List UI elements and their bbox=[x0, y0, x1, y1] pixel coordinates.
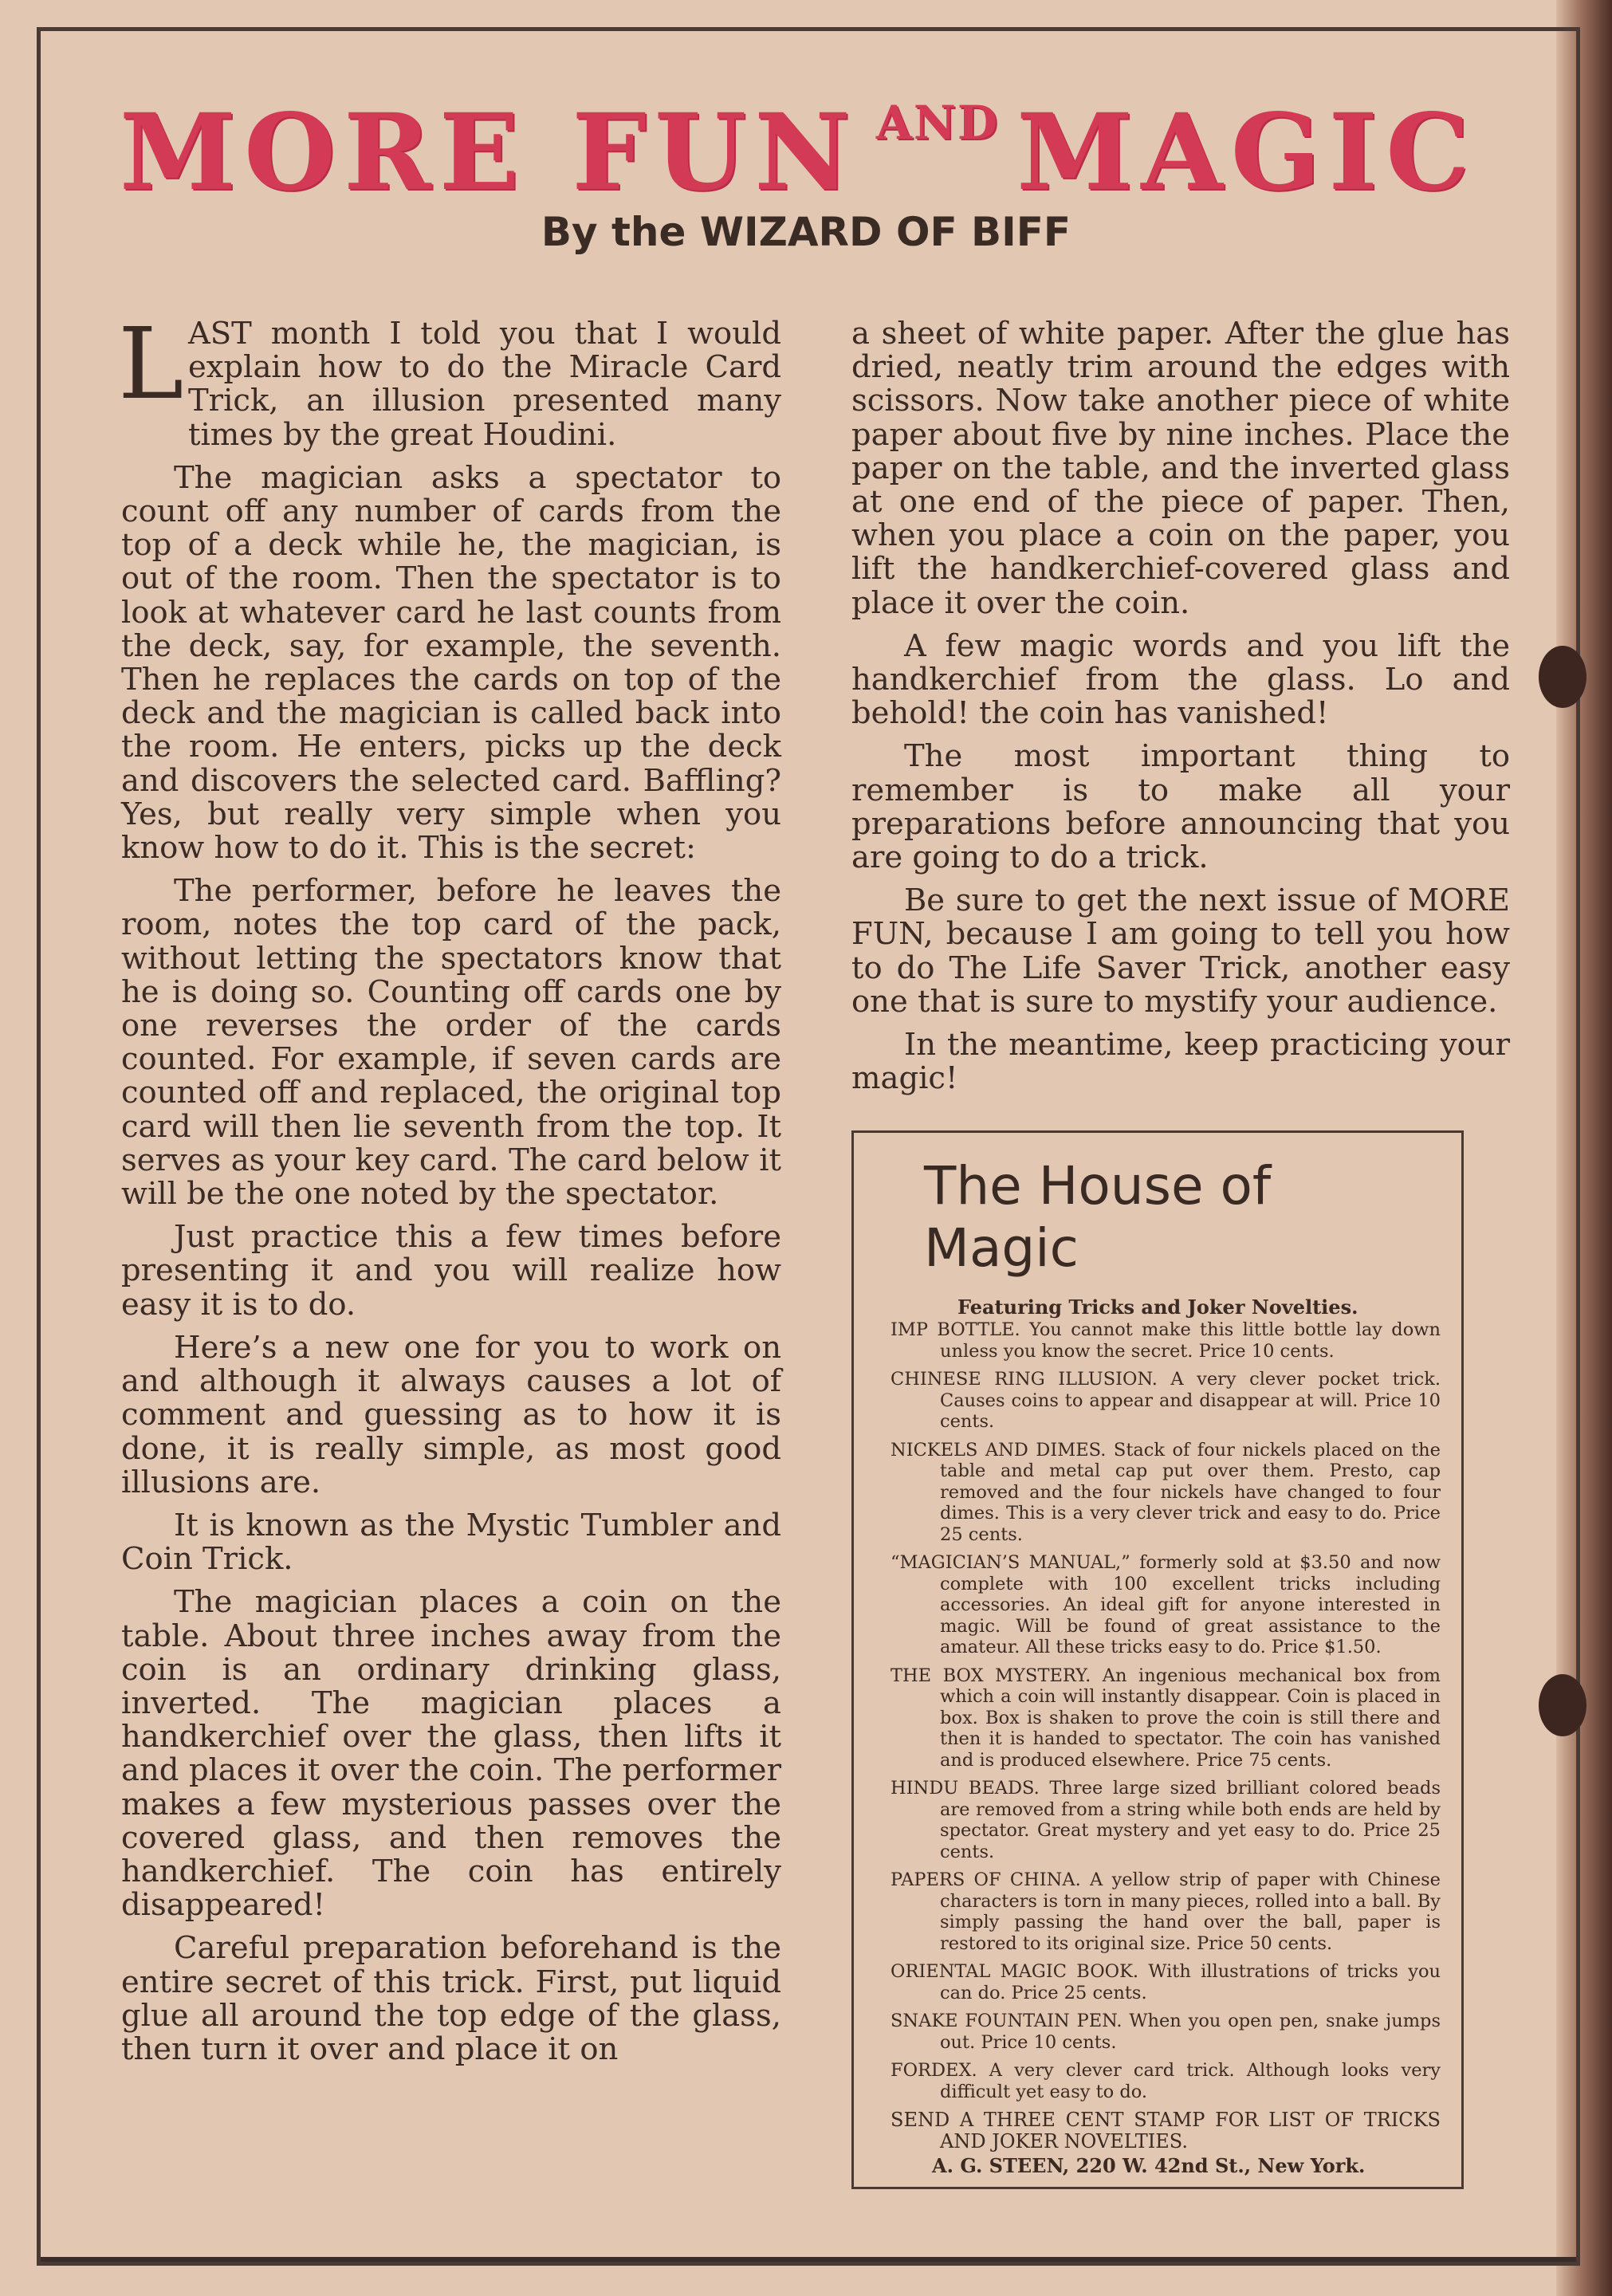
ad-item: THE BOX MYSTERY. An ingenious mechanical box from which a coin will instantly disappear. Coin is placed in box. Box is shaken to prove the coin is still there and then it is handed to spectator. The coin has vanished and is produced elsewhere. Price 75 cents. bbox=[891, 1665, 1441, 1771]
paragraph-next-issue: Be sure to get the next issue of MORE FUN, because I am going to tell you how to do The Life Saver Trick, another easy one that is sure to mystify your audience. bbox=[851, 883, 1510, 1020]
left-column bbox=[118, 307, 781, 2067]
intro-paragraph bbox=[118, 307, 781, 453]
paragraph-coin-trick: The magician places a coin on the table. About three inches away from the coin is an ordinary drinking glass, inverted. The magician places a handkerchief over the glass, then lifts it and places it over the coin. The performer makes a few mysterious passes over the covered glass, and then removes the handkerchief. The coin has entirely disappeared! bbox=[121, 1584, 781, 1924]
paragraph-practicing: In the meantime, keep practicing your magic! bbox=[851, 1027, 1510, 1097]
intro-text: AST month I told you that I would explain how to do the Miracle Card Trick, an illusion presented many times by the great Houdini. bbox=[188, 316, 781, 453]
paragraph-preparation: Careful preparation beforehand is the entire secret of this trick. First, put liquid glue all around the top edge of the glass, then turn it over and place it on bbox=[121, 1930, 781, 2067]
paragraph-performer: The performer, before he leaves the room, notes the top card of the pack, without letting the spectators know that he is doing so. Counting off cards one by one reverses the order of the cards counted. For example, if seven cards are counted off and replaced, the original top card will then lie seventh from the top. It serves as your key card. The card below it will be the one noted by the spectator. bbox=[121, 873, 781, 1213]
drop-cap: L bbox=[118, 307, 184, 422]
binding-hole-top bbox=[1539, 646, 1586, 708]
ad-item: “MAGICIAN’S MANUAL,” formerly sold at $3.50 and now complete with 100 excellent tricks including accessories. An ideal gift for anyone interested in magic. Will be found of great assistance to the amateur. All these tricks easy to do. Price $1.50. bbox=[891, 1552, 1441, 1657]
title-part-2: MAGIC bbox=[1016, 91, 1478, 214]
right-column bbox=[851, 317, 1510, 1095]
paragraph-remember: The most important thing to remember is to make all your preparations before announcing that you are going to do a trick. bbox=[851, 738, 1510, 876]
ad-title: The House of Magic bbox=[924, 1155, 1272, 1279]
title-and: AND bbox=[875, 96, 1000, 150]
ad-address: A. G. STEEN, 220 W. 42nd St., New York. bbox=[932, 2154, 1366, 2177]
paragraph-spectator: The magician asks a spectator to count off any number of cards from the top of a deck while he, the magician, is out of the room. Then the spectator is to look at whatever card he last counts from the deck, say, for example, the seventh. Then he replaces the cards on top of the deck and the magician is called back into the room. He enters, picks up the deck and discovers the selected card. Baffling? Yes, but really very simple when you know how to do it. This is the secret: bbox=[121, 459, 781, 867]
ad-footer: SEND A THREE CENT STAMP FOR LIST OF TRICKS AND JOKER NOVELTIES. bbox=[891, 2109, 1441, 2152]
ad-item: NICKELS AND DIMES. Stack of four nickels placed on the table and metal cap put over them. Presto, cap removed and the four nickels have changed to four dimes. This is a very clever trick and easy to do. Price 25 cents. bbox=[891, 1439, 1441, 1545]
paragraph-new-trick: Here’s a new one for you to work on and although it always causes a lot of comment and guessing as to how it is done, it is really simple, as most good illusions are. bbox=[121, 1329, 781, 1500]
ad-item: FORDEX. A very clever card trick. Although looks very difficult yet easy to do. bbox=[891, 2060, 1441, 2102]
byline: By the WIZARD OF BIFF bbox=[541, 209, 1071, 255]
house-of-magic-ad bbox=[851, 1130, 1464, 2189]
ad-item: IMP BOTTLE. You cannot make this little bottle lay down unless you know the secret. Price 10 cents. bbox=[891, 1319, 1441, 1362]
ad-item: SNAKE FOUNTAIN PEN. When you open pen, snake jumps out. Price 10 cents. bbox=[891, 2011, 1441, 2053]
paragraph-trick-name: It is known as the Mystic Tumbler and Coin Trick. bbox=[121, 1507, 781, 1578]
paragraph-practice: Just practice this a few times before presenting it and you will realize how easy it is to do. bbox=[121, 1219, 781, 1323]
ad-subtitle: Featuring Tricks and Joker Novelties. bbox=[957, 1295, 1358, 1319]
ad-item: PAPERS OF CHINA. A yellow strip of paper with Chinese characters is torn in many pieces, rolled into a ball. By simply passing the hand over the ball, paper is restored to its original size. Price 50 cents. bbox=[891, 1869, 1441, 1954]
binding-hole-bottom bbox=[1539, 1674, 1586, 1736]
ad-item: ORIENTAL MAGIC BOOK. With illustrations of tricks you can do. Price 25 cents. bbox=[891, 1961, 1441, 2003]
page-title bbox=[120, 89, 1507, 217]
ad-item: CHINESE RING ILLUSION. A very clever pocket trick. Causes coins to appear and disappear at will. Price 10 cents. bbox=[891, 1369, 1441, 1432]
title-part-1: MORE FUN bbox=[120, 91, 859, 214]
ad-item: HINDU BEADS. Three large sized brilliant colored beads are removed from a string while both ends are held by spectator. Great mystery and yet easy to do. Price 25 cents. bbox=[891, 1778, 1441, 1862]
paragraph-continued: a sheet of white paper. After the glue has dried, neatly trim around the edges with scissors. Now take another piece of white paper about five by nine inches. Place the paper on the table, and the inverted glass at one end of the piece of paper. Then, when you place a coin on the paper, you lift the handkerchief-covered glass and place it over the coin. bbox=[851, 316, 1510, 621]
paragraph-vanished: A few magic words and you lift the handkerchief from the glass. Lo and behold! the coin has vanished! bbox=[851, 627, 1510, 732]
